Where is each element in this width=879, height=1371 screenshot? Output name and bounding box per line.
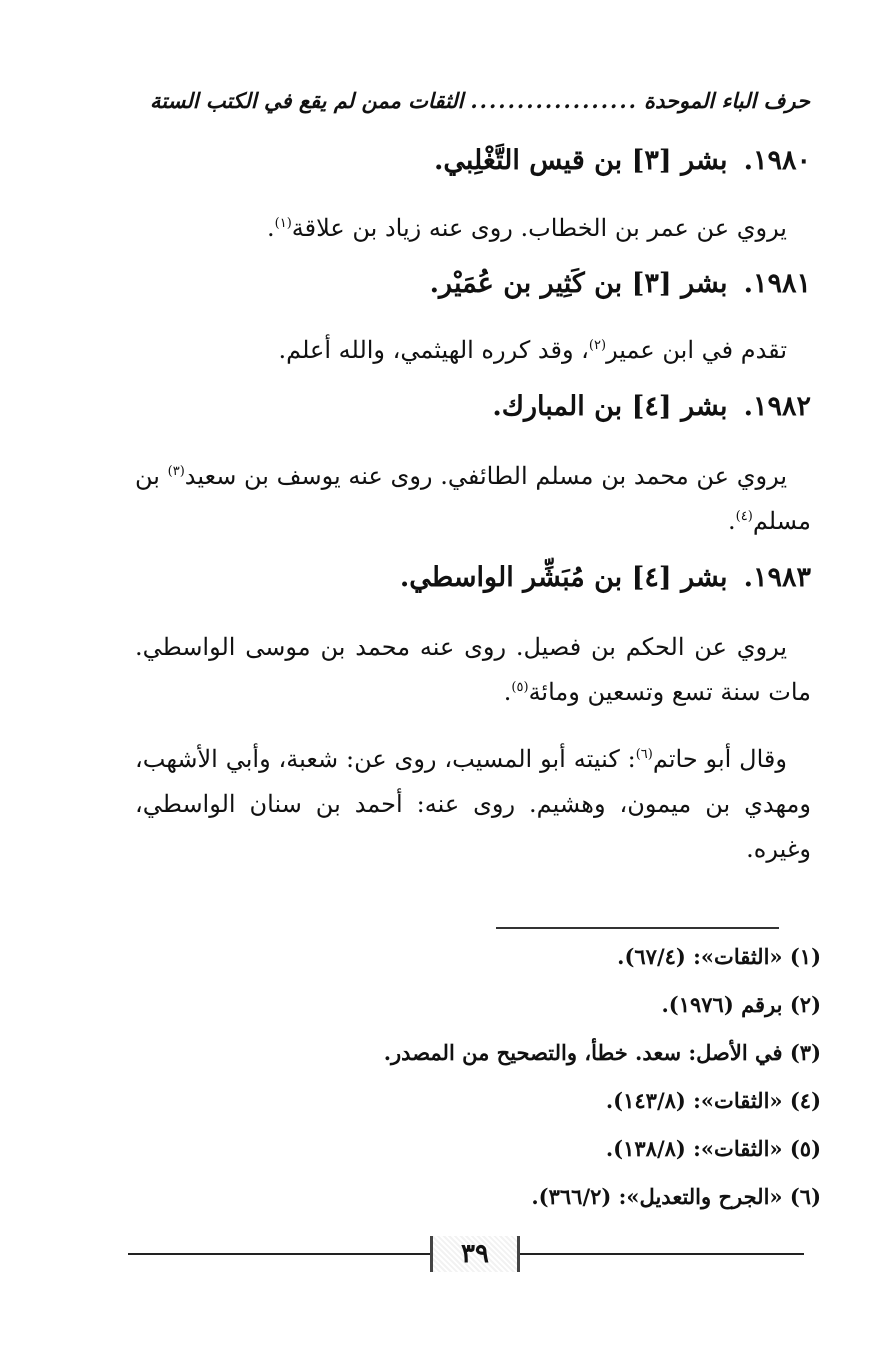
entry-name: بشر [٤] بن مُبَشِّر الواسطي.	[399, 562, 728, 593]
entry-number: ١٩٨١.	[743, 268, 811, 299]
footnote-ref[interactable]: (٥)	[511, 680, 529, 695]
running-header	[150, 88, 810, 113]
header-dots: ..................	[470, 88, 638, 113]
entry-text: بن مسلم	[135, 462, 811, 535]
footnote-ref[interactable]: (٦)	[635, 747, 653, 762]
page-number: ٣٩	[430, 1236, 520, 1272]
entry-text-1983-abu-hatim	[135, 737, 811, 872]
entry-name: بشر [٤] بن المبارك.	[492, 391, 728, 422]
footnote-ref[interactable]: (٤)	[735, 509, 753, 524]
footnote-5: (٥) «الثقات»: (١٣٨/٨).	[605, 1136, 821, 1161]
entry-text: وقال أبو حاتم	[652, 745, 787, 773]
entry-number: ١٩٨٠.	[743, 145, 811, 176]
header-chapter-title: حرف الباء الموحدة	[643, 88, 810, 113]
header-book-title: الثقات ممن لم يقع في الكتب الستة	[150, 88, 464, 113]
entry-text-1981	[135, 328, 811, 373]
entry-name: بشر [٣] بن كَثِير بن عُمَيْر.	[429, 268, 728, 299]
entry-text: يروي عن الحكم بن فصيل. روى عنه محمد بن موسى الواسطي. مات سنة تسع وتسعين ومائة	[135, 633, 811, 706]
entry-text: .	[503, 678, 512, 706]
entry-text: .	[728, 507, 736, 535]
footnote-1: (١) «الثقات»: (٦٧/٤).	[617, 944, 821, 969]
footnotes	[121, 935, 821, 1223]
footnote-3: (٣) في الأصل: سعد. خطأ، والتصحيح من المصدر.	[383, 1040, 821, 1065]
footnote-4: (٤) «الثقات»: (١٤٣/٨).	[605, 1088, 821, 1113]
entry-number: ١٩٨٢.	[743, 391, 811, 422]
entry-text: : كنيته أبو المسيب، روى عن: شعبة، وأبي الأشهب، ومهدي بن ميمون، وهشيم. روى عنه: أحمد بن سنان الواسطي، وغيره.	[135, 745, 811, 863]
footnote-ref[interactable]: (٢)	[588, 338, 607, 353]
entry-text: ، وقد كرره الهيثمي، والله أعلم.	[278, 336, 589, 364]
footnote-separator	[496, 927, 779, 929]
entry-number: ١٩٨٣.	[743, 562, 811, 593]
bottom-rule-left	[128, 1253, 430, 1255]
entry-title-1980	[434, 145, 811, 176]
footnote-2: (٢) برقم (١٩٧٦).	[661, 992, 821, 1017]
entry-text: .	[266, 214, 275, 242]
entry-text-1982	[135, 454, 811, 544]
entry-name: بشر [٣] بن قيس التَّغْلِبي.	[433, 145, 728, 176]
entry-text: تقدم في ابن عمير	[606, 336, 787, 364]
entry-text-1980	[135, 206, 811, 251]
footnote-ref[interactable]: (٣)	[167, 464, 185, 479]
footnote-6: (٦) «الجرح والتعديل»: (٣٦٦/٢).	[531, 1184, 821, 1209]
footnote-ref[interactable]: (١)	[274, 216, 292, 231]
entry-title-1982	[492, 391, 811, 422]
entry-text-1983	[135, 625, 811, 715]
entry-text: يروي عن محمد بن مسلم الطائفي. روى عنه يوسف بن سعيد	[184, 462, 788, 490]
entry-title-1983	[400, 562, 811, 593]
entry-title-1981	[430, 268, 811, 299]
bottom-rule-right	[514, 1253, 804, 1255]
entry-text: يروي عن عمر بن الخطاب. روى عنه زياد بن علاقة	[291, 214, 787, 242]
